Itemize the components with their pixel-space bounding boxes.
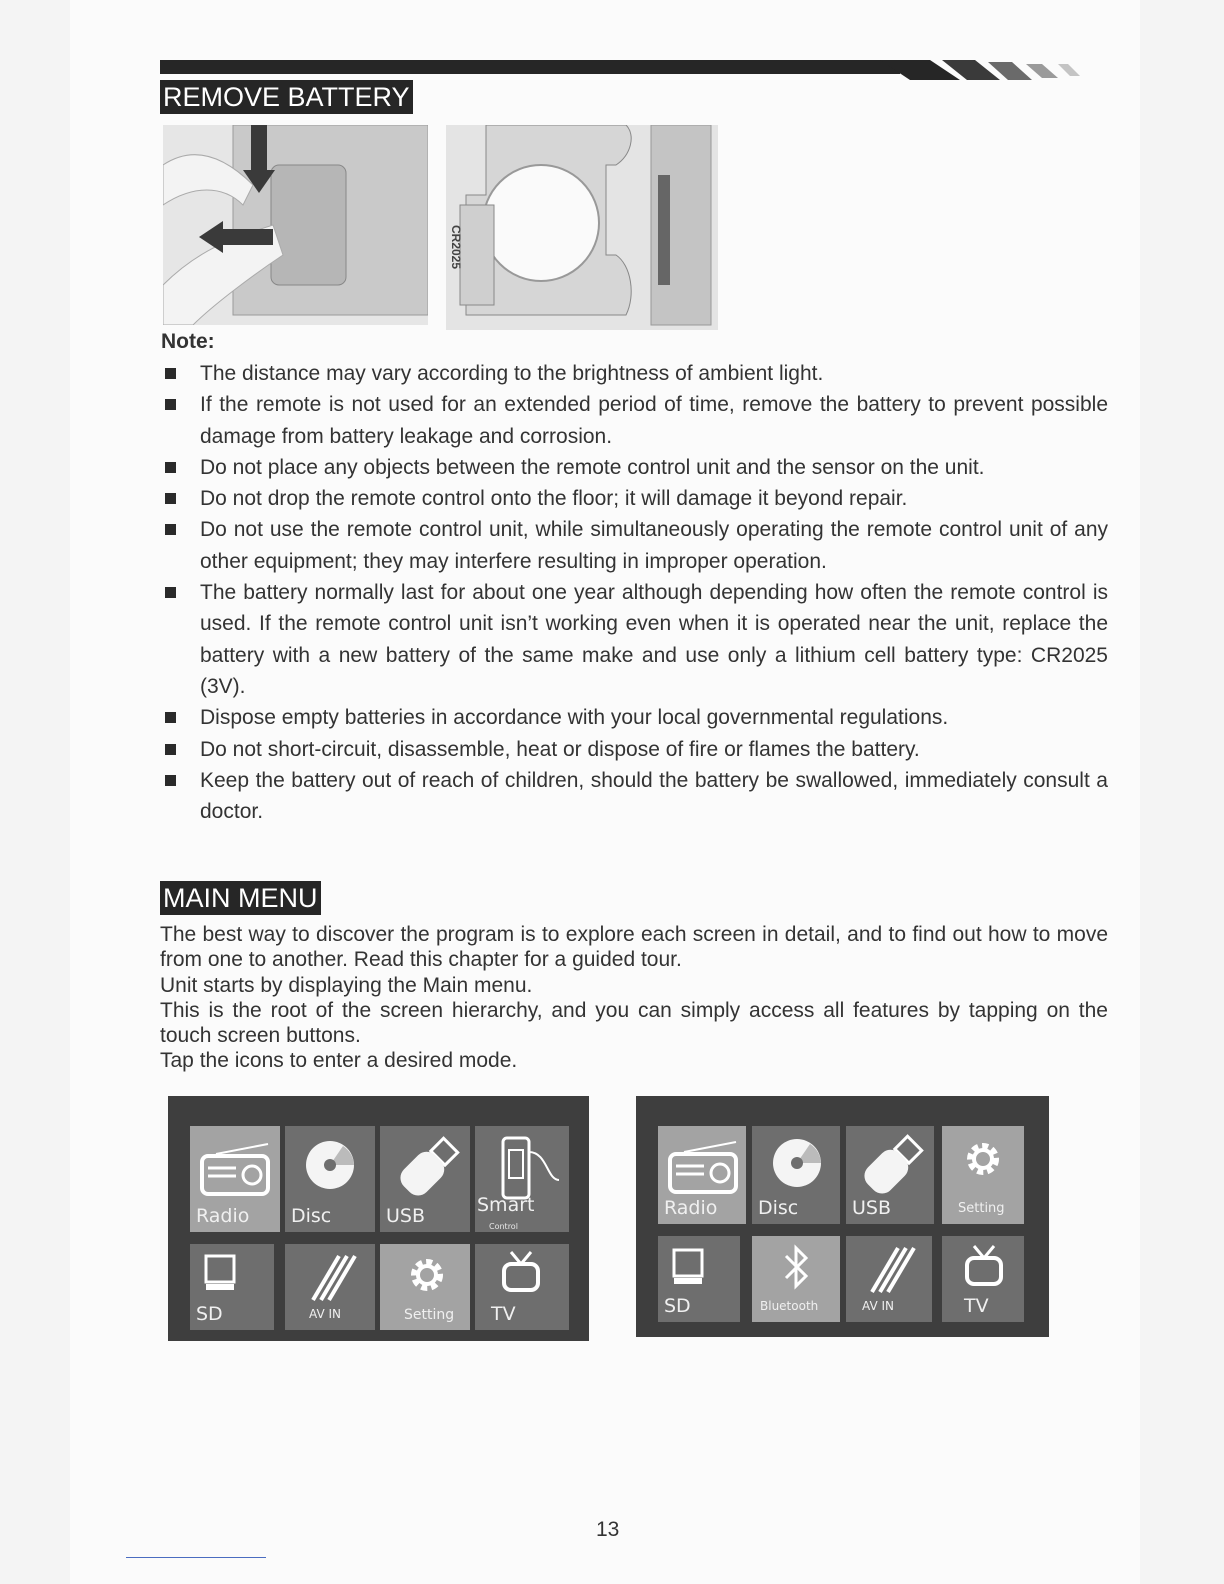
note-item: [160, 514, 1108, 577]
menu-tile-tv[interactable]: [475, 1244, 569, 1330]
intro-paragraph: Unit starts by displaying the Main menu.: [160, 973, 533, 997]
header-stripes-decoration: [880, 56, 1110, 86]
battery-tray-illustration: [446, 125, 718, 330]
note-text: Do not use the remote control unit, while simultaneously operating the remote control unit of any other equipment; they may interfere resulting in improper operation.: [200, 518, 1108, 573]
note-item: [160, 702, 1108, 733]
note-item: [160, 452, 1108, 483]
battery-type-label: CR2025: [449, 225, 463, 270]
tile-label: Disc: [758, 1197, 799, 1219]
note-text: Do not drop the remote control onto the floor; it will damage it beyond repair.: [200, 487, 908, 511]
tile-label: USB: [386, 1205, 426, 1227]
note-text: The battery normally last for about one year although depending how often the remote control is used. If the remote control unit isn’t working even when it is operated near the unit, replace the battery with a new battery of the same make and use only a lithium cell battery type: CR2025 (3V).: [200, 581, 1108, 698]
note-text: Do not short-circuit, disassemble, heat or dispose of fire or flames the battery.: [200, 737, 920, 761]
main-menu-screenshot-2: [636, 1096, 1049, 1337]
menu-tile-bluetooth[interactable]: [752, 1236, 840, 1322]
radio-icon: [666, 1140, 740, 1196]
av-cable-icon: [303, 1250, 357, 1304]
note-item: [160, 577, 1108, 702]
notes-list: [160, 358, 1108, 827]
tile-label: SD: [196, 1303, 223, 1325]
square-bullet-icon: [165, 524, 176, 535]
square-bullet-icon: [165, 368, 176, 379]
note-text: If the remote is not used for an extended period of time, remove the battery to prevent possible damage from battery leakage and corrosion.: [200, 393, 1108, 448]
bluetooth-icon: [782, 1244, 810, 1290]
sd-card-icon: [672, 1248, 706, 1286]
tile-label: Setting: [958, 1201, 1005, 1216]
tile-label: TV: [964, 1295, 989, 1317]
square-bullet-icon: [165, 744, 176, 755]
tile-label: Smart: [477, 1194, 535, 1216]
menu-tile-setting[interactable]: [942, 1126, 1024, 1224]
note-item: [160, 734, 1108, 765]
menu-tile-av-in[interactable]: [846, 1236, 932, 1322]
tile-label: USB: [852, 1197, 892, 1219]
tv-icon: [501, 1250, 541, 1294]
tile-label: Bluetooth: [760, 1299, 819, 1313]
square-bullet-icon: [165, 399, 176, 410]
note-text: Dispose empty batteries in accordance with your local governmental regulations.: [200, 706, 949, 730]
radio-icon: [198, 1142, 272, 1198]
disc-icon: [303, 1138, 357, 1192]
intro-paragraph: The best way to discover the program is to explore each screen in detail, and to find out how to move from one to another. Read this chapter for a guided tour.: [160, 923, 1108, 972]
tile-label: Radio: [196, 1205, 250, 1227]
footer-rule: [126, 1557, 266, 1558]
note-item: [160, 389, 1108, 452]
note-item: [160, 358, 1108, 389]
sd-card-icon: [204, 1254, 238, 1292]
main-menu-intro: [160, 922, 1108, 1074]
menu-tile-disc[interactable]: [285, 1126, 375, 1232]
menu-tile-radio[interactable]: [190, 1126, 280, 1232]
page-number: 13: [596, 1518, 620, 1541]
square-bullet-icon: [165, 712, 176, 723]
square-bullet-icon: [165, 775, 176, 786]
menu-tile-av-in[interactable]: [285, 1244, 375, 1330]
remove-battery-photo-2: [446, 125, 718, 330]
menu-tile-smart-control[interactable]: [475, 1126, 569, 1232]
main-menu-screenshot-1: [168, 1096, 589, 1341]
note-text: Keep the battery out of reach of children, should the battery be swallowed, immediately consult a doctor.: [200, 768, 1108, 824]
menu-tile-usb[interactable]: [846, 1126, 934, 1224]
square-bullet-icon: [165, 493, 176, 504]
menu-tile-usb[interactable]: [380, 1126, 470, 1232]
menu-tile-tv[interactable]: [942, 1236, 1024, 1322]
disc-icon: [770, 1136, 824, 1190]
menu-tile-sd[interactable]: [190, 1244, 274, 1330]
tv-icon: [964, 1244, 1004, 1288]
menu-tile-sd[interactable]: [658, 1236, 740, 1322]
remote-illustration: [163, 125, 428, 325]
remove-battery-photo-1: [163, 125, 428, 325]
menu-tile-disc[interactable]: [752, 1126, 840, 1224]
note-text: The distance may vary according to the brightness of ambient light.: [200, 362, 824, 385]
tile-label: Setting: [404, 1307, 455, 1323]
main-menu-heading: MAIN MENU: [160, 881, 321, 915]
tile-label: Disc: [291, 1205, 332, 1227]
av-cable-icon: [862, 1242, 916, 1296]
tile-label: AV IN: [309, 1307, 341, 1321]
menu-tile-radio[interactable]: [658, 1126, 746, 1224]
gear-icon: [406, 1254, 448, 1296]
smartphone-icon: [497, 1132, 561, 1202]
intro-paragraph: Tap the icons to enter a desired mode.: [160, 1049, 518, 1073]
tile-label: AV IN: [862, 1299, 894, 1313]
tile-label: Radio: [664, 1197, 718, 1219]
note-text: Do not place any objects between the remote control unit and the sensor on the unit.: [200, 455, 985, 479]
usb-icon: [396, 1136, 460, 1200]
remove-battery-heading: REMOVE BATTERY: [160, 80, 413, 114]
tile-sublabel: Control: [489, 1222, 518, 1231]
note-label: Note:: [161, 330, 215, 353]
square-bullet-icon: [165, 587, 176, 598]
tile-label: SD: [664, 1295, 691, 1317]
intro-paragraph: This is the root of the screen hierarchy, and you can simply access all features by tapping on the touch screen buttons.: [160, 998, 1108, 1048]
menu-tile-setting[interactable]: [380, 1244, 470, 1330]
tile-label: TV: [491, 1303, 516, 1325]
note-item: [160, 483, 1108, 514]
header-rule: [160, 60, 900, 74]
square-bullet-icon: [165, 462, 176, 473]
note-item: [160, 765, 1108, 828]
gear-icon: [962, 1138, 1004, 1180]
usb-icon: [860, 1134, 924, 1198]
